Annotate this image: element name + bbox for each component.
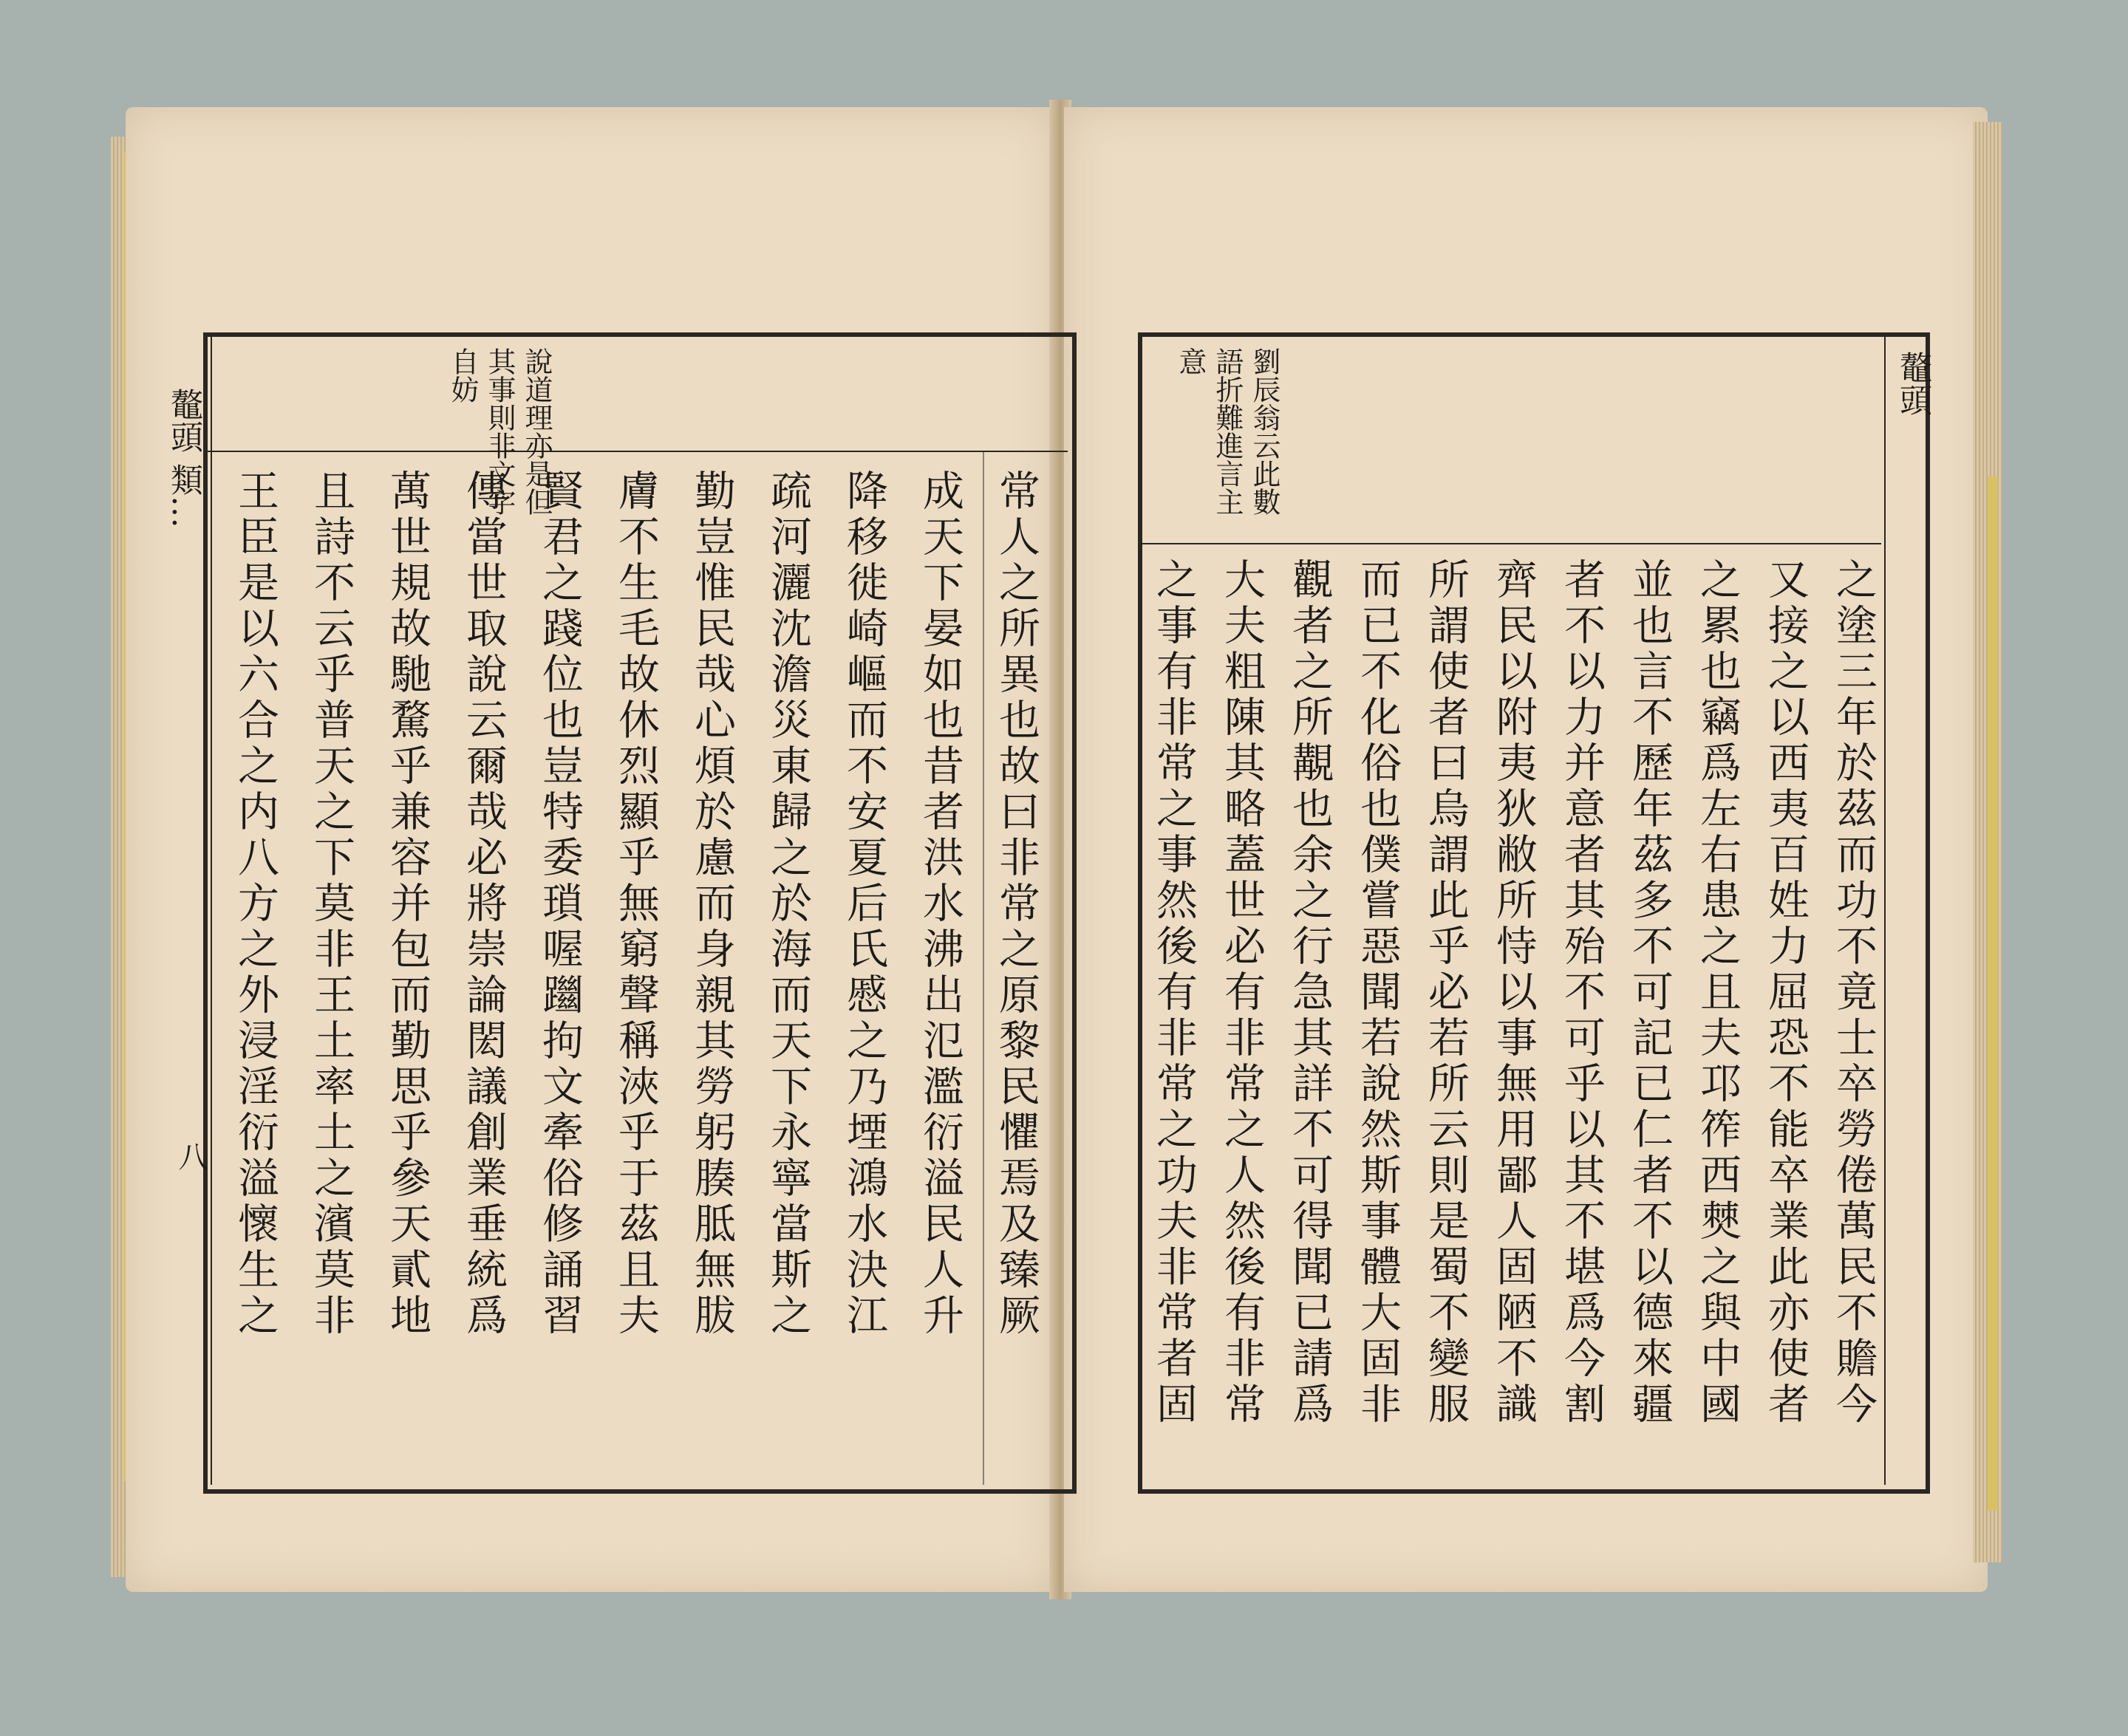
left-column-3: 降移徙崎嶇而不安夏后氏慼之乃堙鴻水決江 — [840, 469, 888, 1339]
right-column-2: 又接之以西夷百姓力屈恐不能卒業此亦使者 — [1762, 558, 1810, 1428]
open-book — [111, 107, 2002, 1599]
right-column-5: 者不以力并意者其殆不可乎以其不堪爲今割 — [1558, 558, 1606, 1428]
right-column-7: 所謂使者曰烏謂此乎必若所云則是蜀不變服 — [1422, 558, 1470, 1428]
right-column-11: 之事有非常之事然後有非常之功夫非常者固 — [1150, 558, 1198, 1428]
left-column-6: 膚不生毛故休烈顯乎無窮聲稱浹乎于茲且夫 — [612, 469, 660, 1339]
right-head-divider — [1142, 543, 1881, 544]
left-margin-title: 鼇頭 類… — [165, 388, 202, 528]
right-column-3: 之累也竊爲左右患之且夫邛筰西僰之與中國 — [1694, 558, 1742, 1428]
left-head-note-line-1: 說道理亦是但 — [520, 347, 553, 516]
left-column-7: 賢君之踐位也豈特委瑣喔躖拘文牽俗修誦習 — [536, 469, 584, 1339]
left-column-4: 疏河灑沈澹災東歸之於海而天下永寧當斯之 — [764, 469, 812, 1339]
left-column-8: 傳當世取說云爾哉必將崇論閎議創業垂統爲 — [460, 469, 508, 1339]
left-column-2: 成天下晏如也昔者洪水沸出氾濫衍溢民人升 — [916, 469, 964, 1339]
left-column-1: 常人之所異也故曰非常之原黎民懼焉及臻厥 — [992, 469, 1040, 1339]
right-head-note-line-3: 意 — [1174, 347, 1207, 375]
right-yellow-edge — [1988, 476, 1998, 1511]
left-page-number: 八 — [174, 1141, 208, 1171]
left-inner-rule — [211, 337, 212, 1485]
right-inner-rule — [1884, 337, 1886, 1485]
right-head-note-line-1: 劉辰翁云此數 — [1248, 347, 1280, 516]
right-column-4: 並也言不歷年茲多不可記已仁者不以德來疆 — [1626, 558, 1674, 1428]
left-head-note-line-2: 其事則非文字 — [483, 347, 516, 516]
right-column-1: 之塗三年於茲而功不竟士卒勞倦萬民不贍今 — [1829, 558, 1878, 1428]
right-column-8: 而已不化俗也僕嘗惡聞若說然斯事體大固非 — [1354, 558, 1402, 1428]
left-column-11: 王臣是以六合之内八方之外浸淫衍溢懷生之 — [231, 469, 279, 1339]
left-column-5: 勤豈惟民哉心煩於慮而身親其勞躬腠胝無胈 — [688, 469, 736, 1339]
left-head-note-line-3: 自妨 — [446, 347, 479, 403]
right-margin-title: 鼇頭 — [1894, 351, 1931, 416]
left-column-rule — [983, 452, 984, 1485]
left-column-9: 萬世規故馳騖乎兼容并包而勤思乎參天貳地 — [383, 469, 432, 1339]
left-column-10: 且詩不云乎普天之下莫非王土率土之濱莫非 — [307, 469, 355, 1339]
right-head-note-line-2: 語折難進言主 — [1211, 347, 1244, 516]
left-head-divider — [208, 451, 1068, 452]
right-column-9: 觀者之所覯也余之行急其詳不可得聞已請爲 — [1286, 558, 1334, 1428]
right-column-10: 大夫粗陳其略蓋世必有非常之人然後有非常 — [1218, 558, 1266, 1428]
right-column-6: 齊民以附夷狄敝所恃以事無用鄙人固陋不識 — [1490, 558, 1538, 1428]
